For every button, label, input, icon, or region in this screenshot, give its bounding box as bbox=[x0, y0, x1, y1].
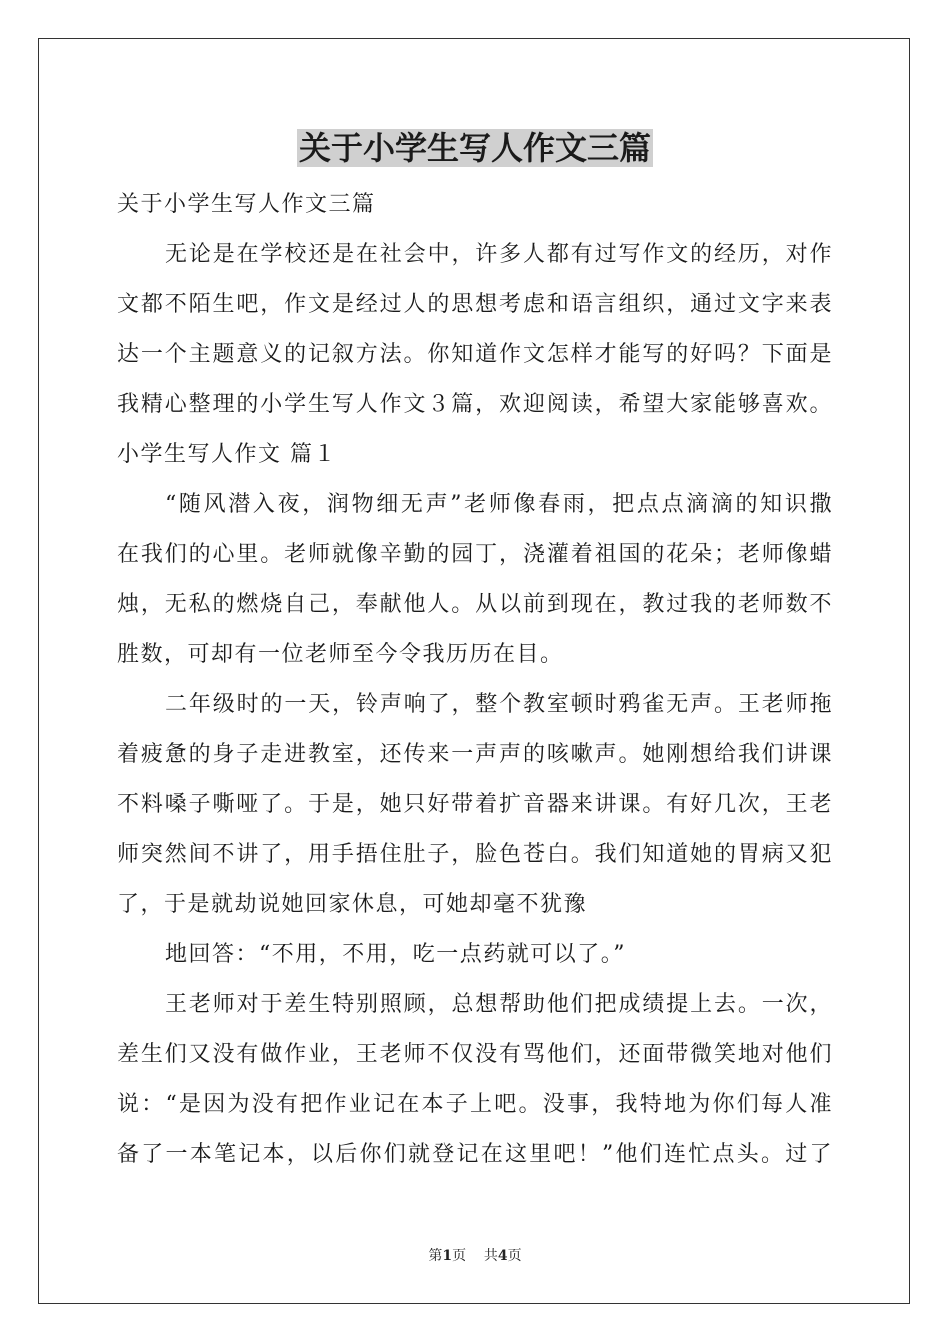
page-number: 1 bbox=[442, 1248, 453, 1264]
text-line: “随风潜入夜，润物细无声”老师像春雨，把点点滴滴的知识撒 bbox=[165, 492, 833, 517]
total-prefix: 共 bbox=[483, 1248, 498, 1264]
text-line: 二年级时的一天，铃声响了，整个教室顿时鸦雀无声。王老师拖 bbox=[165, 692, 833, 717]
text-line: 胜数，可却有一位老师至今令我历历在目。 bbox=[117, 642, 564, 667]
text-line: 着疲惫的身子走进教室，还传来一声声的咳嗽声。她刚想给我们讲课 bbox=[117, 742, 833, 767]
document-body bbox=[117, 180, 833, 1180]
text-line: 王老师对于差生特别照顾，总想帮助他们把成绩提上去。一次， bbox=[165, 992, 833, 1017]
text-line: 师突然间不讲了，用手捂住肚子，脸色苍白。我们知道她的胃病又犯 bbox=[117, 842, 833, 867]
page-prefix: 第 bbox=[428, 1248, 443, 1264]
total-suffix: 页 bbox=[507, 1248, 522, 1264]
text-line: 关于小学生写人作文三篇 bbox=[117, 192, 376, 217]
total-pages: 4 bbox=[497, 1248, 508, 1264]
text-line: 无论是在学校还是在社会中，许多人都有过写作文的经历，对作 bbox=[165, 242, 833, 267]
text-line: 达一个主题意义的记叙方法。你知道作文怎样才能写的好吗？下面是 bbox=[117, 342, 833, 367]
text-line: 了，于是就劫说她回家休息，可她却毫不犹豫 bbox=[117, 892, 588, 917]
document-title-text: 关于小学生写人作文三篇 bbox=[298, 129, 651, 167]
text-line: 烛，无私的燃烧自己，奉献他人。从以前到现在，教过我的老师数不 bbox=[117, 592, 833, 617]
page-footer bbox=[0, 1246, 950, 1266]
text-line: 小学生写人作文 篇１ bbox=[117, 442, 337, 467]
text-line: 在我们的心里。老师就像辛勤的园丁，浇灌着祖国的花朵；老师像蜡 bbox=[117, 542, 833, 567]
page-suffix: 页 bbox=[452, 1248, 467, 1264]
text-line: 我精心整理的小学生写人作文３篇，欢迎阅读，希望大家能够喜欢。 bbox=[117, 392, 833, 417]
text-line: 不料嗓子嘶哑了。于是，她只好带着扩音器来讲课。有好几次，王老 bbox=[117, 792, 833, 817]
text-line: 文都不陌生吧，作文是经过人的思想考虑和语言组织，通过文字来表 bbox=[117, 292, 833, 317]
text-line: 说：“是因为没有把作业记在本子上吧。没事，我特地为你们每人准 bbox=[117, 1092, 833, 1117]
text-line: 地回答：“不用，不用，吃一点药就可以了。” bbox=[165, 942, 626, 967]
text-line: 备了一本笔记本，以后你们就登记在这里吧！”他们连忙点头。过了 bbox=[117, 1142, 833, 1167]
document-title bbox=[0, 128, 950, 168]
text-line: 差生们又没有做作业，王老师不仅没有骂他们，还面带微笑地对他们 bbox=[117, 1042, 833, 1067]
